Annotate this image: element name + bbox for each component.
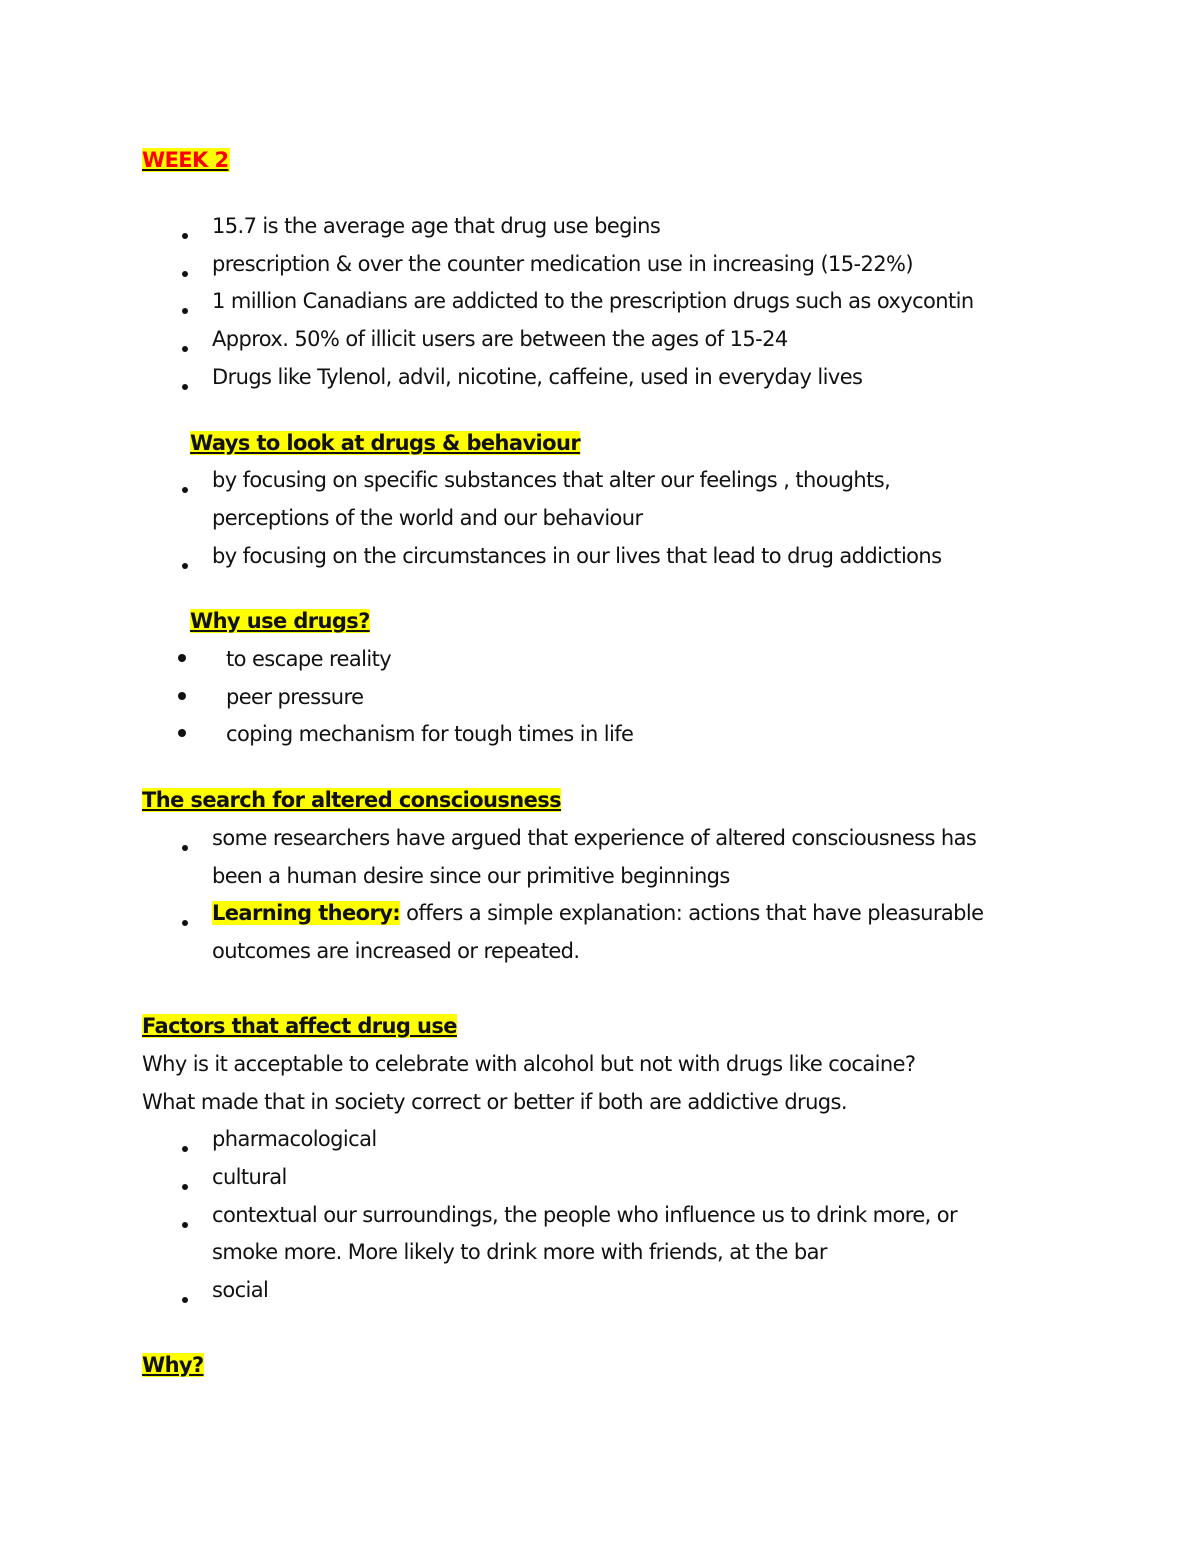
factors-heading	[142, 1011, 457, 1041]
intro-item: 1 million Canadians are addicted to the prescription drugs such as oxycontin	[212, 289, 974, 313]
search-heading-text: The search for altered consciousness	[142, 788, 562, 812]
factors-item-line: smoke more. More likely to drink more with friends, at the bar	[212, 1240, 827, 1264]
week-label: WEEK 2	[142, 148, 229, 172]
intro-item: Drugs like Tylenol, advil, nicotine, caffeine, used in everyday lives	[212, 365, 863, 389]
bullet-dot	[182, 308, 188, 314]
bullet-dot	[182, 271, 188, 277]
factors-paragraph-line: Why is it acceptable to celebrate with alcohol but not with drugs like cocaine?	[142, 1052, 916, 1076]
factors-heading-text: Factors that affect drug use	[142, 1014, 457, 1038]
week-heading	[142, 145, 230, 175]
ways-heading-text: Ways to look at drugs & behaviour	[190, 431, 581, 455]
intro-item: 15.7 is the average age that drug use begins	[212, 214, 661, 238]
bullet-dot	[182, 563, 188, 569]
bullet-dot	[182, 1222, 188, 1228]
learning-theory-label: Learning theory:	[212, 901, 401, 925]
bullet-dot	[182, 1297, 188, 1303]
factors-item: pharmacological	[212, 1127, 377, 1151]
intro-item: Approx. 50% of illicit users are between the ages of 15-24	[212, 327, 788, 351]
factors-item: cultural	[212, 1165, 287, 1189]
bullet-dot	[182, 346, 188, 352]
bullet-dot	[178, 729, 186, 737]
bullet-dot	[182, 1146, 188, 1152]
why-use-heading	[190, 606, 370, 636]
learning-theory-line-2: outcomes are increased or repeated.	[212, 939, 580, 963]
factors-item: social	[212, 1278, 269, 1302]
bullet-dot	[182, 920, 188, 926]
ways-heading	[190, 428, 580, 458]
bullet-dot	[182, 487, 188, 493]
intro-item: prescription & over the counter medication use in increasing (15-22%)	[212, 252, 914, 276]
bullet-dot	[182, 384, 188, 390]
factors-paragraph-line: What made that in society correct or better if both are addictive drugs.	[142, 1090, 847, 1114]
bullet-dot	[182, 1184, 188, 1190]
why-heading	[142, 1350, 204, 1380]
bullet-dot	[182, 233, 188, 239]
learning-theory-line	[212, 898, 983, 928]
why-heading-text: Why?	[142, 1353, 204, 1377]
ways-item-line: perceptions of the world and our behaviour	[212, 506, 643, 530]
bullet-dot	[178, 654, 186, 662]
factors-item-line: contextual our surroundings, the people who influence us to drink more, or	[212, 1203, 958, 1227]
bullet-dot	[182, 845, 188, 851]
ways-item-line: by focusing on specific substances that alter our feelings , thoughts,	[212, 468, 891, 492]
why-use-item: peer pressure	[226, 685, 364, 709]
why-use-item: to escape reality	[226, 647, 392, 671]
learning-theory-text: offers a simple explanation: actions that have pleasurable	[400, 901, 984, 925]
why-use-heading-text: Why use drugs?	[190, 609, 370, 633]
search-item-line: been a human desire since our primitive beginnings	[212, 864, 730, 888]
bullet-dot	[178, 692, 186, 700]
why-use-item: coping mechanism for tough times in life	[226, 722, 634, 746]
search-heading	[142, 785, 561, 815]
ways-item-line: by focusing on the circumstances in our lives that lead to drug addictions	[212, 544, 942, 568]
search-item-line: some researchers have argued that experience of altered consciousness has	[212, 826, 977, 850]
